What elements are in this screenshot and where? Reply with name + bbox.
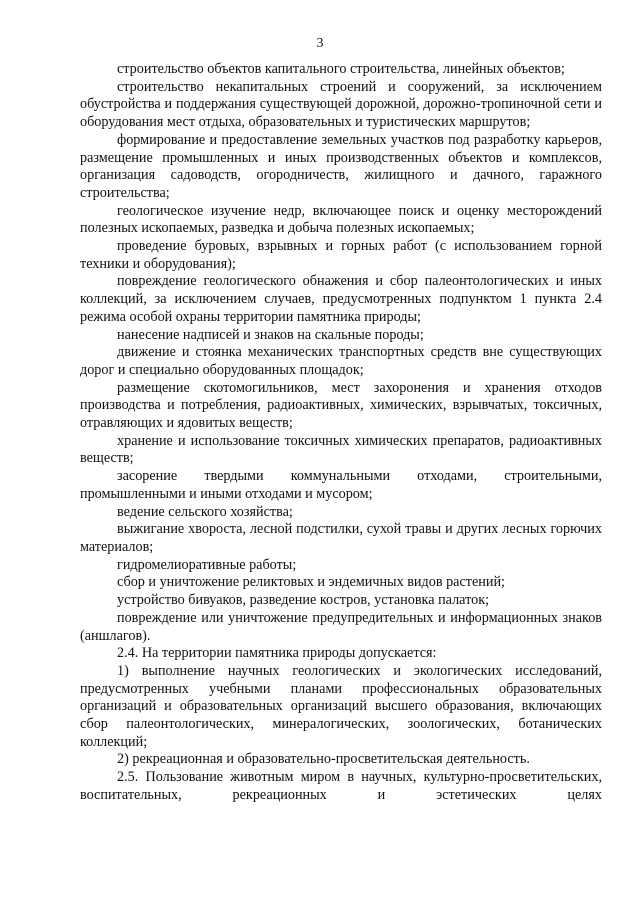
paragraph: 2.5. Пользование животным миром в научных, культурно-просветительских, воспитательных, рекреационных и эстетических целях bbox=[80, 769, 602, 803]
paragraph: нанесение надписей и знаков на скальные породы; bbox=[117, 326, 424, 343]
document-body bbox=[80, 61, 602, 805]
paragraph: гидромелиоративные работы; bbox=[117, 556, 297, 573]
paragraph: повреждение или уничтожение предупредительных и информационных знаков (аншлагов). bbox=[80, 609, 602, 644]
paragraph: строительство объектов капитального строительства, линейных объектов; bbox=[117, 61, 565, 77]
paragraph: размещение скотомогильников, мест захоронения и хранения отходов производства и потребления, радиоактивных, химических, взрывчатых, токсичных, отравляющих и ядовитых веществ; bbox=[80, 379, 602, 432]
paragraph: геологическое изучение недр, включающее поиск и оценку месторождений полезных ископаемых, разведка и добыча полезных ископаемых; bbox=[80, 202, 602, 237]
paragraph: 1) выполнение научных геологических и экологических исследований, предусмотренных учебными планами профессиональных образовательных организаций и образовательных организаций высшего образования, включающих сбор палеонтологических, минералогических, зоологических, ботанических коллекций; bbox=[80, 662, 602, 750]
paragraph: сбор и уничтожение реликтовых и эндемичных видов растений; bbox=[117, 574, 505, 591]
paragraph: повреждение геологического обнажения и сбор палеонтологических и иных коллекций, за исключением случаев, предусмотренных подпунктом 1 пункта 2.4 режима особой охраны территории памятника природы; bbox=[80, 273, 602, 325]
paragraph: формирование и предоставление земельных участков под разработку карьеров, размещение промышленных и иных производственных объектов и комплексов, организация садоводств, огородничеств, жилищного и дачного, гаражного строительства; bbox=[80, 131, 602, 201]
paragraph: движение и стоянка механических транспортных средств вне существующих дорог и специально оборудованных площадок; bbox=[80, 344, 602, 378]
page-number: 3 bbox=[316, 36, 324, 51]
section-heading: 2.4. На территории памятника природы допускается: bbox=[117, 645, 437, 662]
paragraph: строительство некапитальных строений и сооружений, за исключением обустройства и поддержания существующей дорожной, дорожно-тропиночной сети и оборудования мест отдыха, образовательных и туристических маршрутов; bbox=[80, 78, 602, 131]
paragraph: устройство бивуаков, разведение костров, установка палаток; bbox=[117, 592, 490, 609]
paragraph: ведение сельского хозяйства; bbox=[117, 503, 293, 520]
paragraph: проведение буровых, взрывных и горных работ (с использованием горной техники и оборудования); bbox=[80, 238, 602, 272]
paragraph: хранение и использование токсичных химических препаратов, радиоактивных веществ; bbox=[80, 432, 602, 467]
paragraph: засорение твердыми коммунальными отходами, строительными, промышленными и иными отходами и мусором; bbox=[80, 468, 602, 502]
paragraph: выжигание хвороста, лесной подстилки, сухой травы и других лесных горючих материалов; bbox=[80, 521, 602, 555]
paragraph: 2) рекреационная и образовательно-просветительская деятельность. bbox=[117, 751, 530, 768]
